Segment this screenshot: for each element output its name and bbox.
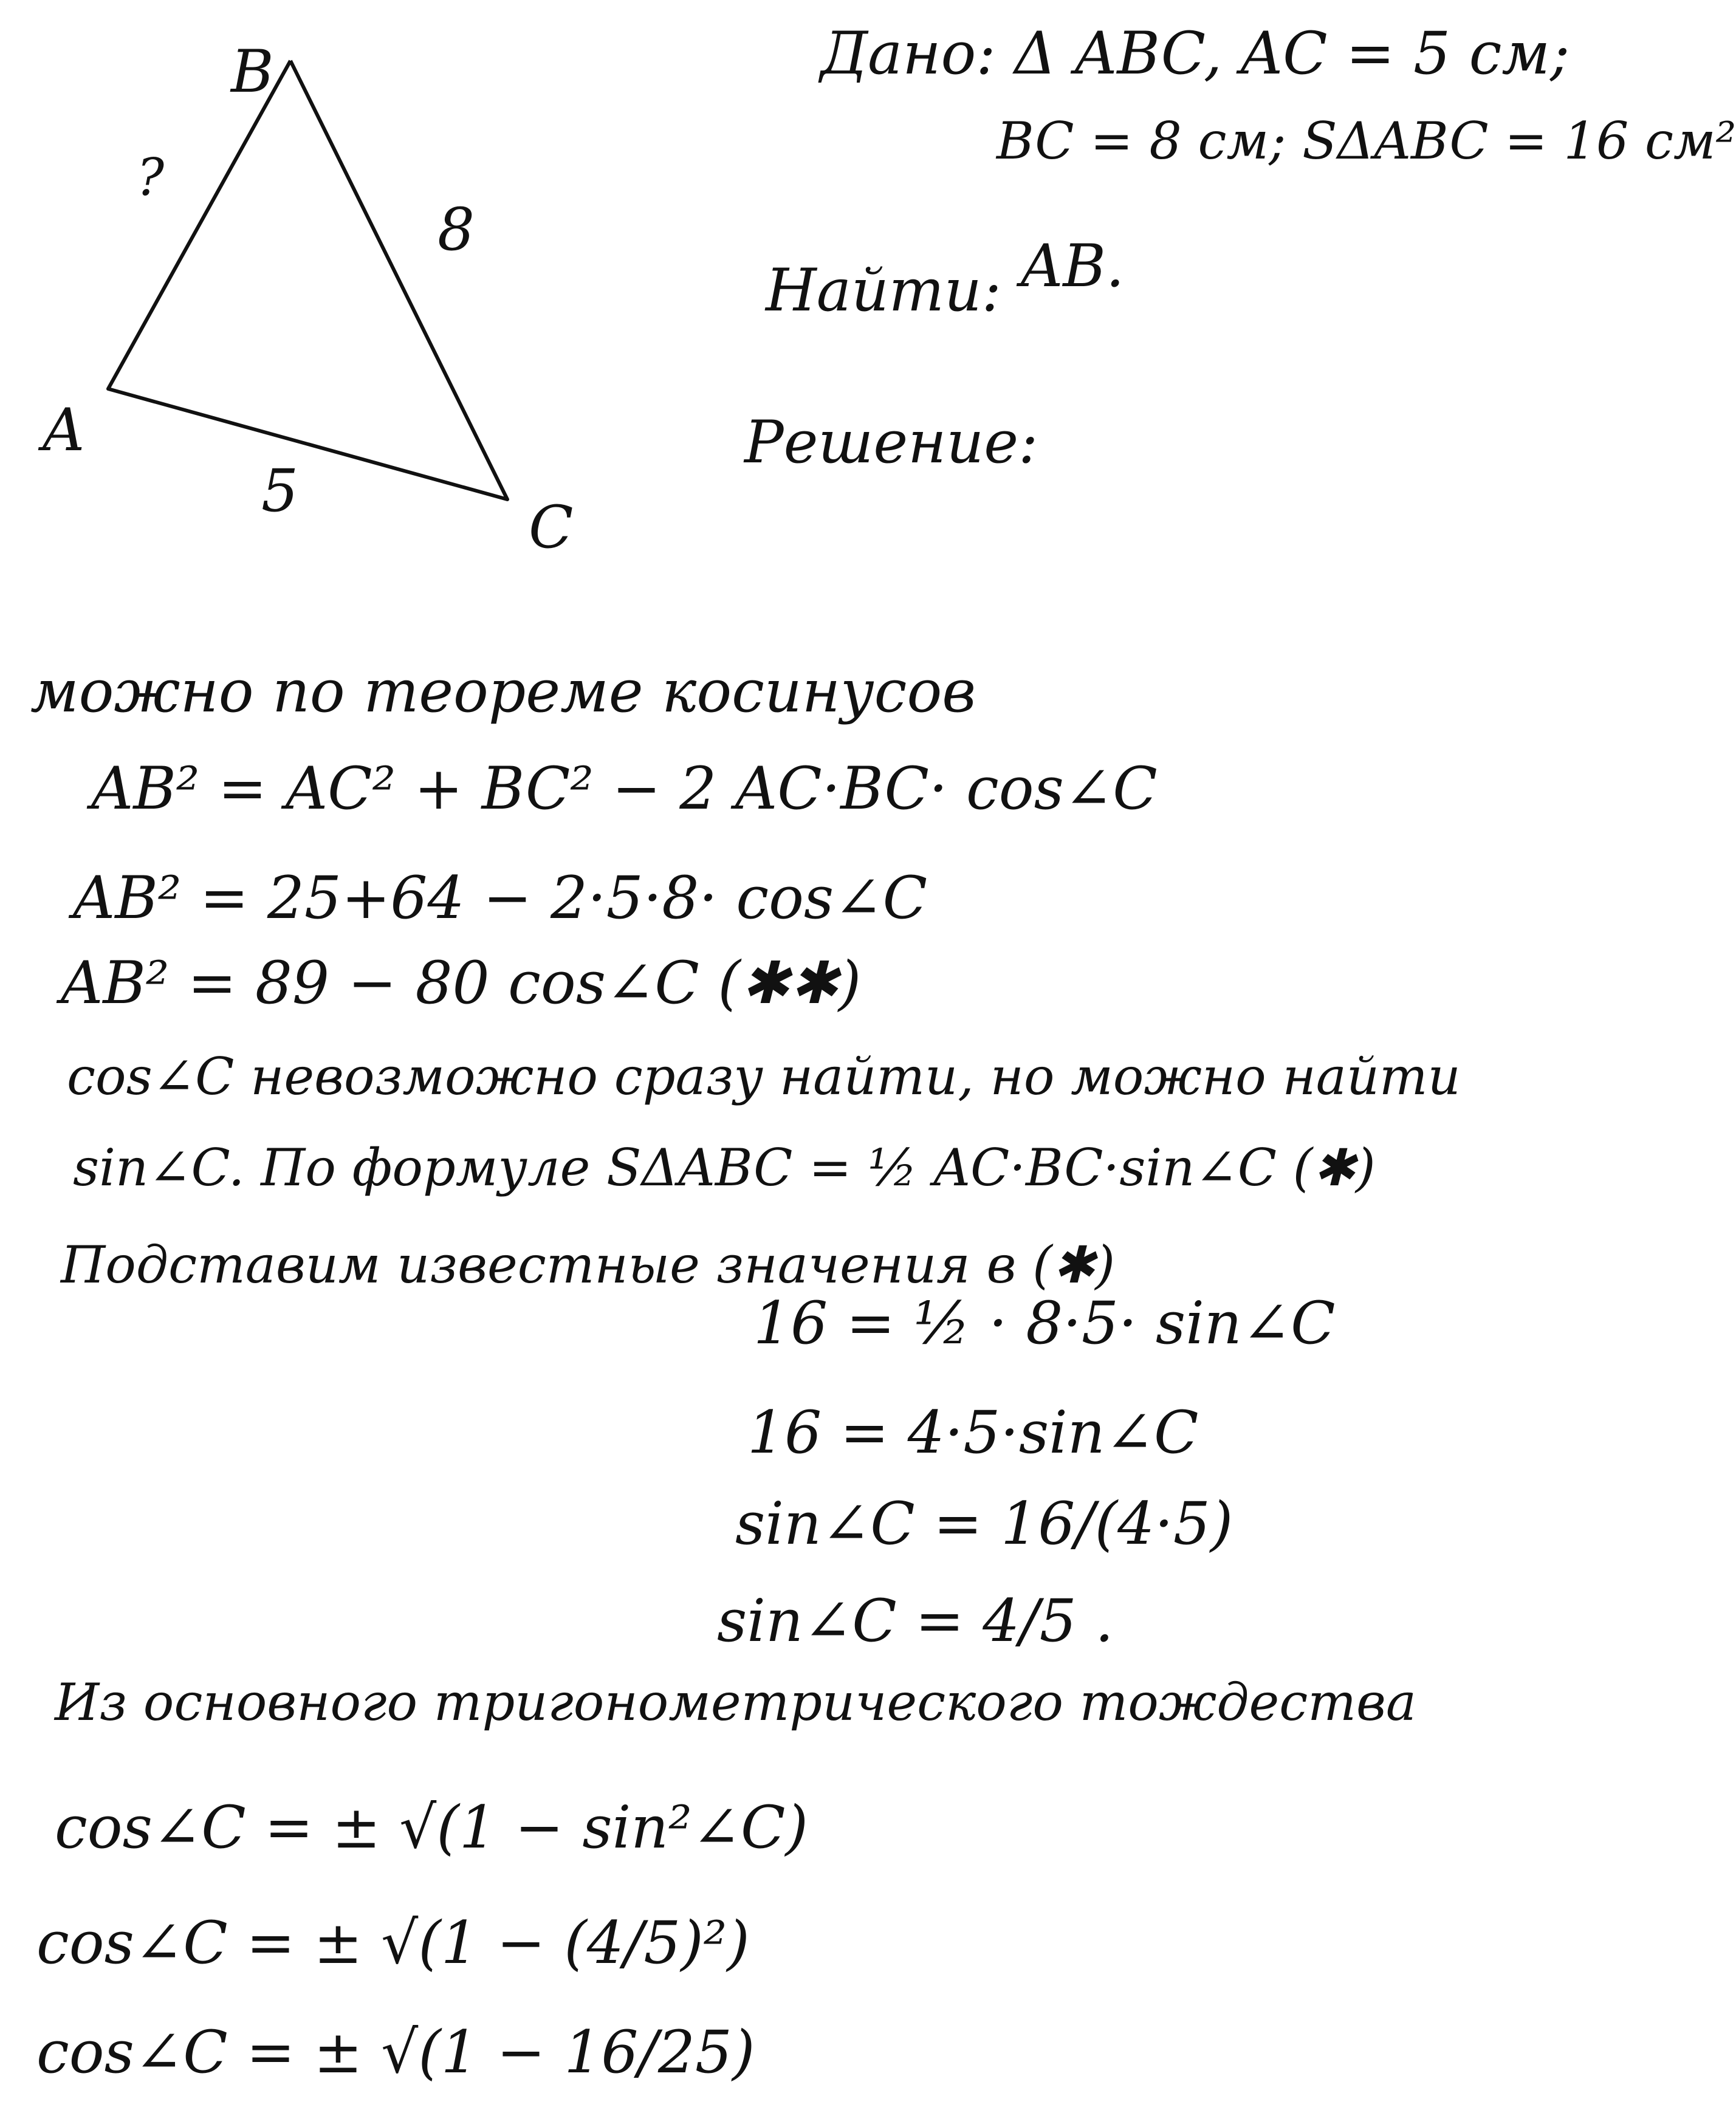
body-line-03: AB² = 25+64 − 2·5·8· cos∠C bbox=[73, 864, 928, 932]
body-line-06: sin∠C. По формуле SΔABC = ½ AC·BC·sin∠C (✱) bbox=[73, 1138, 1376, 1197]
body-line-07: Подставим известные значения в (✱) bbox=[61, 1235, 1116, 1295]
vertex-b-label: B bbox=[231, 38, 274, 106]
body-line-04: AB² = 89 − 80 cos∠C (✱✱) bbox=[61, 949, 862, 1017]
body-line-11: sin∠C = 4/5 . bbox=[717, 1587, 1114, 1655]
body-line-05: cos∠C невозможно сразу найти, но можно найти bbox=[67, 1047, 1461, 1106]
body-line-10: sin∠C = 16/(4·5) bbox=[735, 1490, 1233, 1558]
vertex-a-label: A bbox=[43, 396, 85, 464]
side-bc-label: 8 bbox=[437, 196, 475, 264]
body-line-14: cos∠C = ± √(1 − (4/5)²) bbox=[36, 1909, 750, 1977]
body-line-15: cos∠C = ± √(1 − 16/25) bbox=[36, 2018, 755, 2086]
vertex-c-label: C bbox=[529, 493, 574, 561]
body-line-02: AB² = AC² + BC² − 2 AC·BC· cos∠C bbox=[91, 755, 1158, 823]
side-ab-label: ? bbox=[137, 148, 165, 207]
triangle-outline bbox=[108, 61, 507, 499]
body-line-12: Из основного тригонометрического тождества bbox=[55, 1673, 1416, 1732]
side-ac-label: 5 bbox=[261, 457, 299, 525]
find-label: Найти: bbox=[766, 256, 1001, 324]
body-line-01: можно по теореме косинусов bbox=[30, 657, 976, 725]
solution-label: Решение: bbox=[744, 408, 1038, 476]
body-line-08: 16 = ½ · 8·5· sin∠C bbox=[753, 1289, 1336, 1357]
find-value: AB. bbox=[1021, 232, 1125, 300]
given-line-2: BC = 8 см; SΔABC = 16 см² bbox=[997, 111, 1736, 171]
body-line-09: 16 = 4·5·sin∠C bbox=[747, 1399, 1199, 1467]
body-line-13: cos∠C = ± √(1 − sin²∠C) bbox=[55, 1793, 808, 1862]
given-line-1: Дано: Δ ABC, AC = 5 см; bbox=[820, 19, 1570, 87]
